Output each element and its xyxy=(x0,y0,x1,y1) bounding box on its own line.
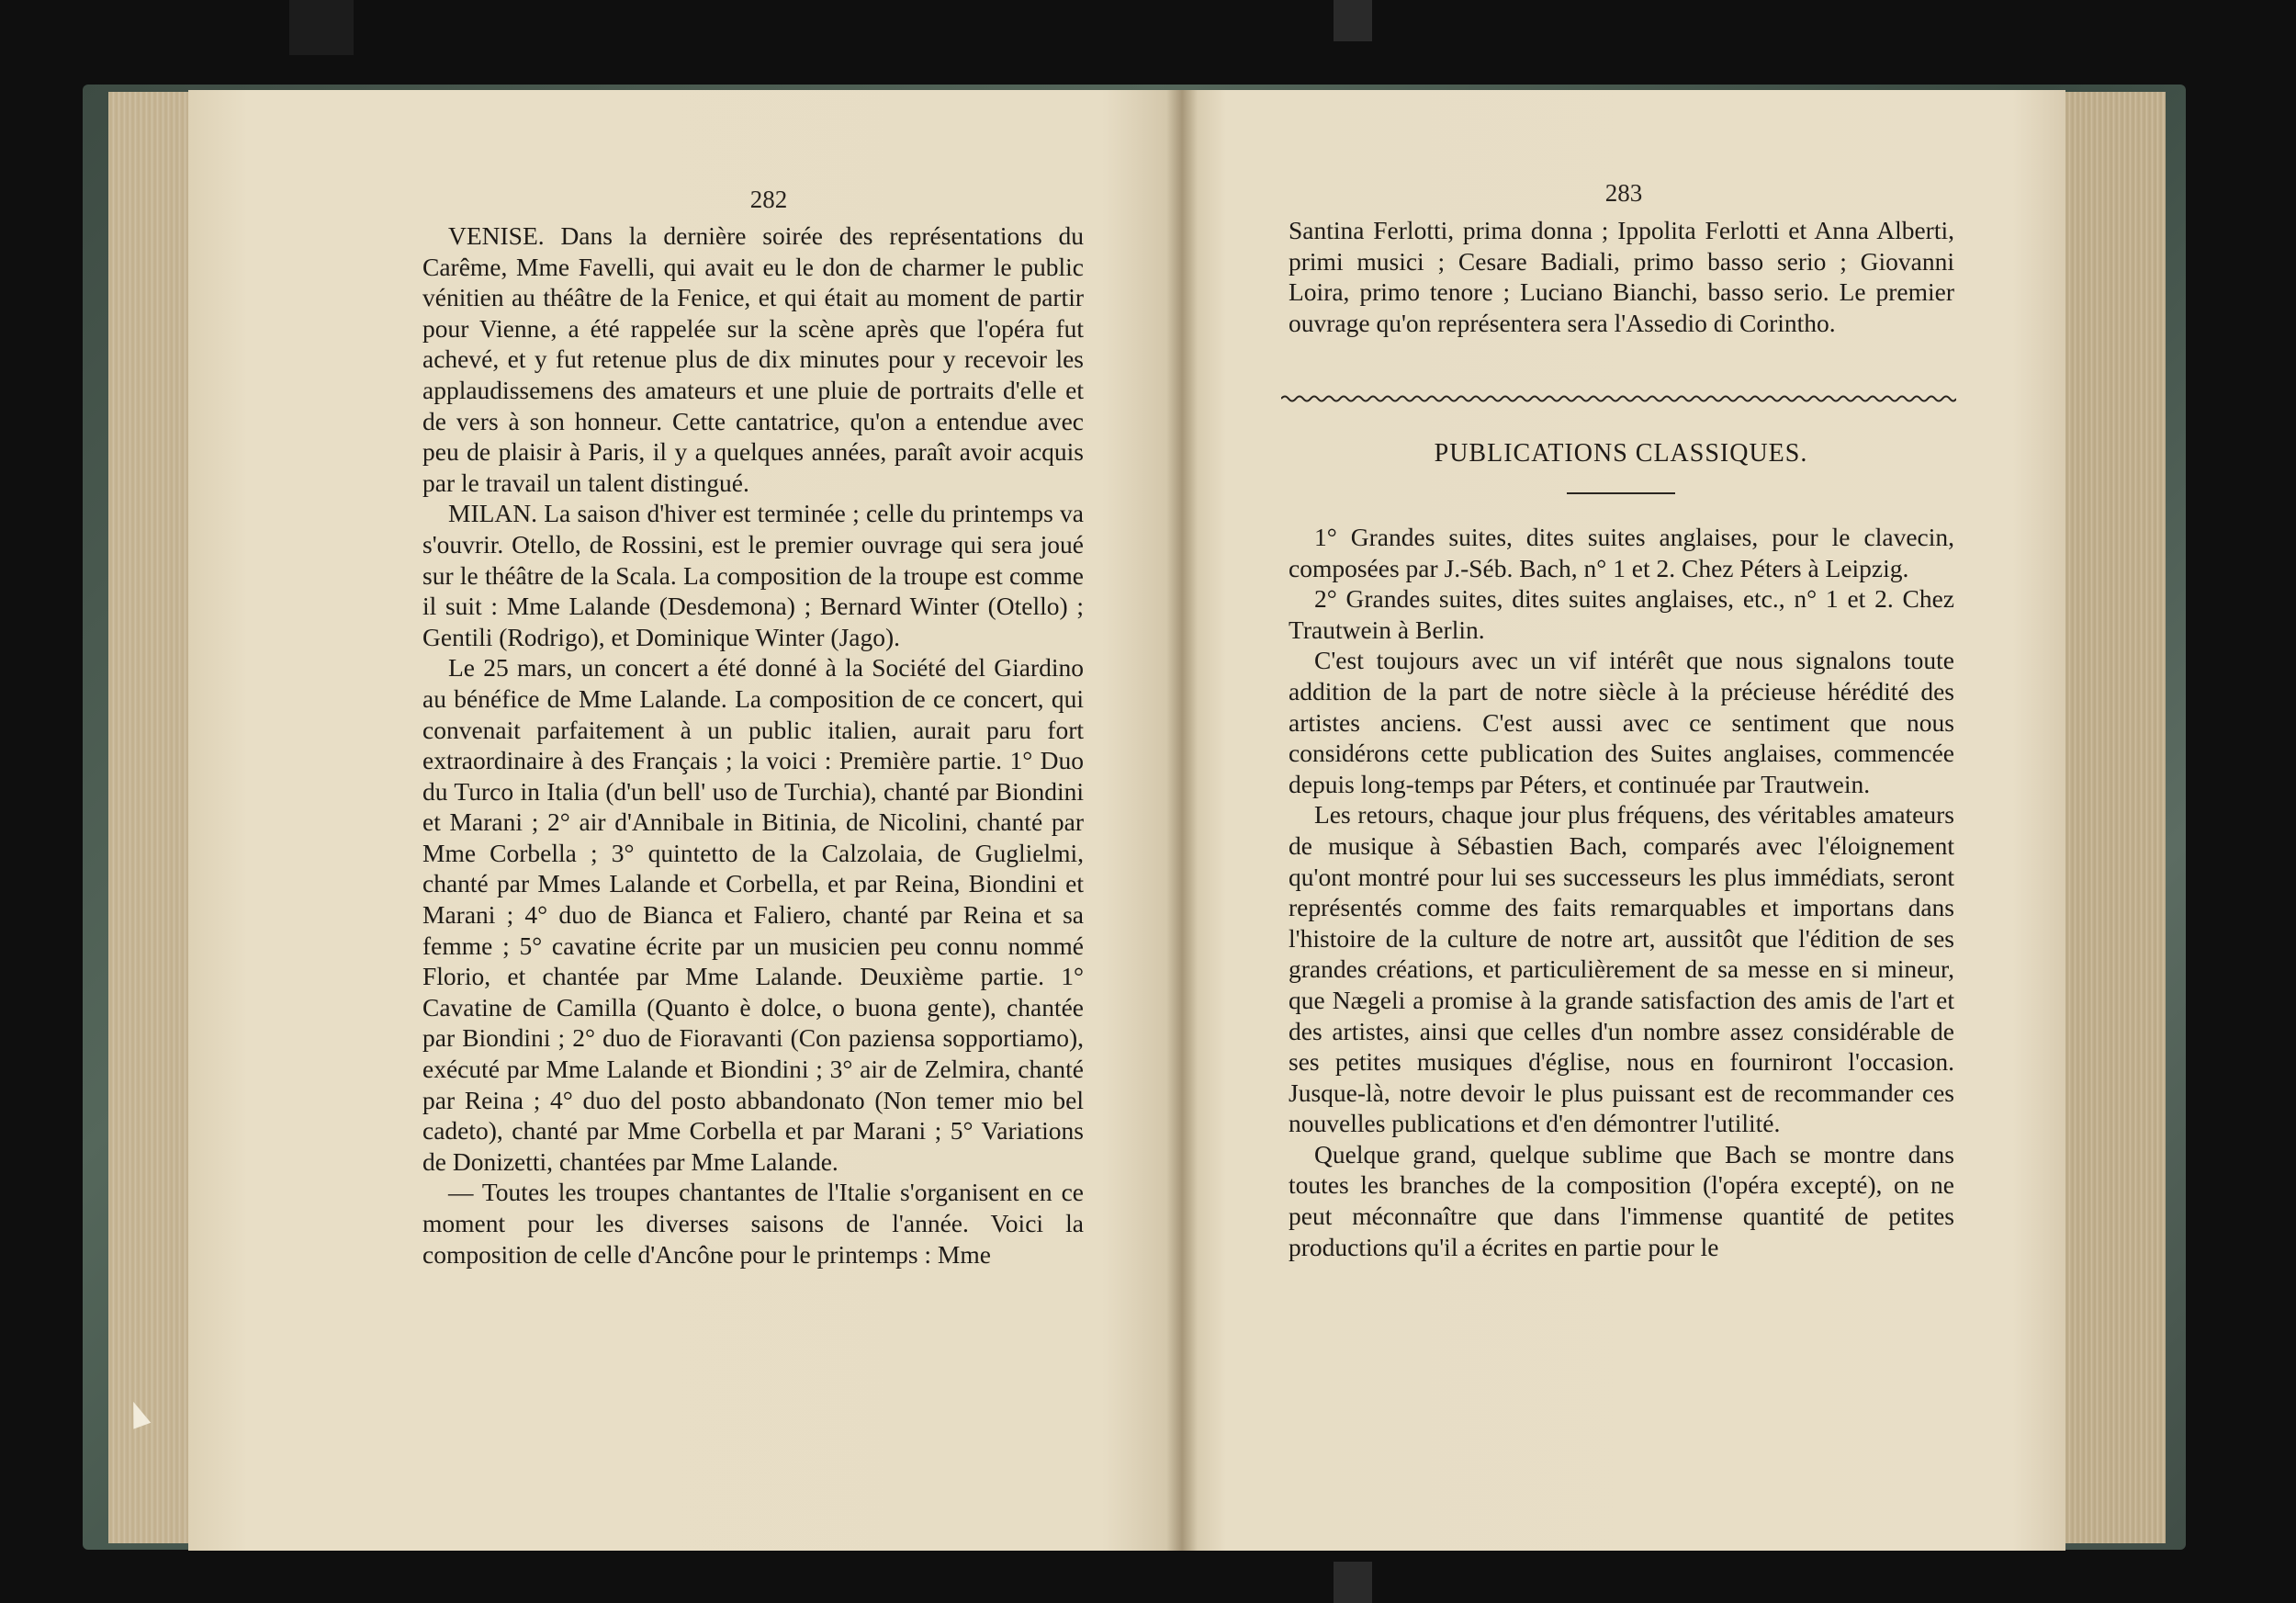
paragraph-retours: Les retours, chaque jour plus fréquens, des véritables amateurs de musique à Sébastien Bach, comparés avec l'éloignement qu'ont montré pour lui ses successeurs les plus immédiats, seront représentés comme des faits remarquables et importans dans l'histoire de la culture de notre art, aussitôt que l'édition de ses grandes créations, et particulièrement de sa messe en si mineur, que Nægeli a promise à la grande satisfaction des amis de l'art et des artistes, ainsi que celles d'un nombre assez considérable de ses petites musiques d'église, nous en fourniront l'occasion. Jusque-là, notre devoir le plus puissant est de recommander ces nouvelles publications et d'en démontrer l'utilité. xyxy=(1289,800,1954,1138)
left-page-text xyxy=(422,220,1084,1270)
paragraph-troupes: — Toutes les troupes chantantes de l'Italie s'organisent en ce moment pour les diverses saisons de l'année. Voici la composition de celle d'Ancône pour le printemps : Mme xyxy=(422,1178,1084,1269)
right-page-top-text xyxy=(1289,215,1954,338)
left-page-edges xyxy=(108,92,200,1543)
paragraph-milan: MILAN. La saison d'hiver est terminée ; celle du printemps va s'ouvrir. Otello, de Rossini, est le premier ouvrage qui sera joué sur le théâtre de la Scala. La composition de la troupe est comme il suit : Mme Lalande (Desdemona) ; Bernard Winter (Otello) ; Gentili (Rodrigo), et Dominique Winter (Jago). xyxy=(422,499,1084,651)
paragraph-interet: C'est toujours avec un vif intérêt que nous signalons toute addition de la part de notre siècle à la précieuse hérédité des artistes anciens. C'est aussi avec ce sentiment que nous considérons cette publication des Suites anglaises, commencée depuis long-temps par Péters, et continuée par Trautwein. xyxy=(1289,646,1954,798)
paragraph-item-1: 1° Grandes suites, dites suites anglaises, pour le clavecin, composées par J.-Séb. Bach, n° 1 et 2. Chez Péters à Leipzig. xyxy=(1289,523,1954,582)
background-tab-bottom xyxy=(1334,1562,1372,1603)
page-number-left: 282 xyxy=(749,186,788,213)
paragraph-quelque-grand: Quelque grand, quelque sublime que Bach se montre dans toutes les branches de la composition (l'opéra excepté), on ne peut méconnaître que dans l'immense quantité de petites productions qu'il a écrites en partie pour le xyxy=(1289,1139,1954,1261)
section-heading: PUBLICATIONS CLASSIQUES. xyxy=(1434,439,1808,468)
paragraph-item-2: 2° Grandes suites, dites suites anglaises, etc., n° 1 et 2. Chez Trautwein à Berlin. xyxy=(1289,584,1954,644)
background-tab-right xyxy=(1334,0,1372,41)
right-page-body-text xyxy=(1289,522,1954,1262)
paragraph-ancone-troupe: Santina Ferlotti, prima donna ; Ippolita Ferlotti et Anna Alberti, primi musici ; Cesare Badiali, primo basso serio ; Giovanni Loira, primo tenore ; Luciano Bianchi, basso serio. Le premier ouvrage qu'on représentera sera l'Assedio di Corintho. xyxy=(1289,216,1954,337)
wavy-separator xyxy=(1281,393,1956,404)
book-gutter xyxy=(1166,90,1198,1551)
right-page-edges xyxy=(2065,92,2166,1543)
paragraph-concert: Le 25 mars, un concert a été donné à la Société del Giardino au bénéfice de Mme Lalande. La composition de ce concert, qui convenait parfaitement à un public italien, aurait paru fort extraordinaire à des Français ; la voici : Première partie. 1° Duo du Turco in Italia (d'un bell' uso de Turchia), chanté par Biondini et Marani ; 2° air d'Annibale in Bitinia, de Nicolini, chanté par Mme Corbella ; 3° quintetto de la Calzolaia, de Guglielmi, chanté par Mmes Lalande et Corbella, et par Reina, Biondini et Marani ; 4° duo de Bianca et Faliero, chanté par Reina et sa femme ; 5° cavatine écrite par un musicien peu connu nommé Florio, et chantée par Mme Lalande. Deuxième partie. 1° Cavatine de Camilla (Quanto è dolce, o buona gente), chantée par Biondini ; 2° duo de Fioravanti (Con paziensa sopportiamo), exécuté par Mme Lalande et Biondini ; 3° air de Zelmira, chanté par Reina ; 4° duo del posto abbandonato (Non temer mio bel cadeto), chanté par Mme Corbella et par Marani ; 5° Variations de Donizetti, chantées par Mme Lalande. xyxy=(422,653,1084,1176)
paragraph-venise: VENISE. Dans la dernière soirée des représentations du Carême, Mme Favelli, qui avait eu le don de charmer le public vénitien au théâtre de la Fenice, et qui était au moment de partir pour Vienne, a été rappelée sur la scène après que l'opéra fut achevé, et y fut retenue plus de dix minutes pour y recevoir les applaudissemens des amateurs et une pluie de portraits d'elle et de vers à son honneur. Cette cantatrice, qu'on a entendue avec peu de plaisir à Paris, il y a quelques années, paraît avoir acquis par le travail un talent distingué. xyxy=(422,221,1084,497)
heading-rule xyxy=(1567,492,1675,494)
page-number-right: 283 xyxy=(1604,179,1643,207)
background-tab-left xyxy=(289,0,354,55)
